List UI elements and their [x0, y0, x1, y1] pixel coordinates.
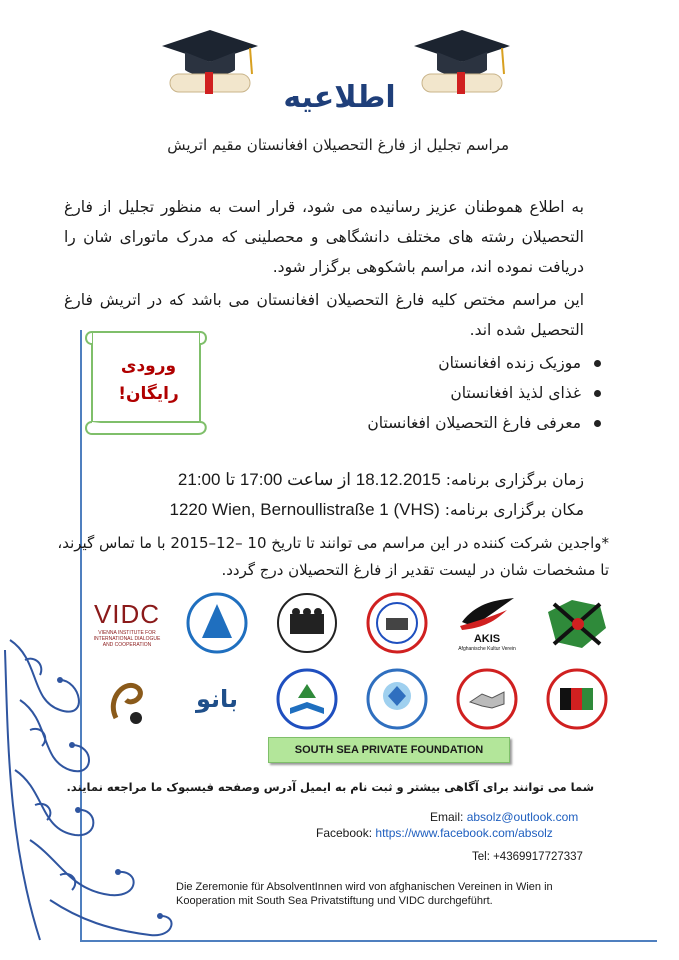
facebook-label: Facebook:	[316, 826, 373, 840]
contact-intro: شما می توانند برای آگاهی بیشتر و ثبت نام به ایمیل آدرس وصفحه فیسبوک ما مراجعه نمایند.	[66, 780, 594, 794]
akis-wordmark: AKIS	[473, 633, 501, 645]
email-line	[430, 810, 578, 824]
banu-wordmark: بانو	[195, 685, 239, 713]
afghanistan-flag-logo	[542, 668, 612, 730]
cultural-association-logo	[362, 592, 432, 654]
map-logo	[542, 592, 612, 654]
kultur-zentrum-logo	[272, 592, 342, 654]
page-subtitle: مراسم تجلیل از فارغ التحصیلان افغانستان مقیم اتریش	[167, 136, 509, 154]
banu-logo	[182, 668, 252, 730]
email-label: Email:	[430, 810, 464, 824]
list-item: غذای لذیذ افغانستان	[367, 378, 601, 408]
german-note: Die Zeremonie für AbsolventInnen wird von afghanischen Vereinen in Wien in Kooperation mit South Sea Privatstiftung und VIDC durchgeführt.	[176, 881, 553, 907]
time-label: زمان برگزاری برنامه:	[445, 471, 584, 489]
page-title: اطلاعیه	[283, 80, 396, 115]
phone-number: Tel: +4369917727337	[472, 851, 583, 863]
handshake-logo	[452, 668, 522, 730]
event-time	[178, 470, 584, 490]
book-logo	[272, 668, 342, 730]
list-item: موزیک زنده افغانستان	[367, 348, 601, 378]
facebook-link[interactable]: https://www.facebook.com/absolz	[375, 826, 553, 840]
location-value: (VHS) 1220 Wien, Bernoullistraße 1	[169, 500, 440, 519]
eligibility-paragraph: این مراسم مختص کلیه فارغ التحصیلان افغانستان می باشد که در اتریش فارغ التحصیل شده اند.	[64, 291, 584, 339]
registration-note: *واجدین شرکت کننده در این مراسم می توانند تا تاریخ 10 –12–2015 با ما تماس گیرند، تا مشخصات شان در لیست تقدیر از فارغ التحصیلان درج گردد.	[57, 534, 609, 579]
akis-subtitle: Afghanische Kultur Verein	[458, 646, 516, 652]
partner-logos-row	[92, 592, 612, 654]
vidc-subtitle: VIENNA INSTITUTE FOR INTERNATIONAL DIALOGUE AND COOPERATION	[93, 629, 161, 648]
institute-logo	[182, 592, 252, 654]
location-label: مکان برگزاری برنامه:	[444, 501, 584, 519]
partner-logos-row	[92, 668, 612, 730]
event-location	[170, 500, 584, 520]
email-link[interactable]: absolz@outlook.com	[466, 810, 579, 824]
calligraphy-logo	[92, 668, 162, 730]
free-entry-line2: رایگان!	[118, 384, 179, 404]
free-entry-label	[96, 352, 201, 408]
akis-logo	[452, 592, 522, 654]
features-list	[367, 348, 601, 438]
vidc-wordmark: VIDC	[93, 598, 161, 629]
world-hazara-council-logo	[362, 668, 432, 730]
vidc-logo	[92, 592, 162, 654]
intro-paragraph: به اطلاع هموطنان عزیز رسانیده می شود، قرار است به منظور تجلیل از فارغ التحصیلان رشته های مختلف دانشگاهی و محصلینی که مدرک ماتورای شان را دریافت نموده اند، مراسم باشکوهی برگزار شود.	[64, 198, 584, 276]
free-entry-line1: ورودی	[120, 356, 177, 376]
list-item: معرفی فارغ التحصیلان افغانستان	[367, 408, 601, 438]
facebook-line	[316, 826, 553, 840]
time-value: 18.12.2015 از ساعت 17:00 تا 21:00	[177, 470, 441, 489]
foundation-banner: SOUTH SEA PRIVATE FOUNDATION	[268, 737, 510, 763]
